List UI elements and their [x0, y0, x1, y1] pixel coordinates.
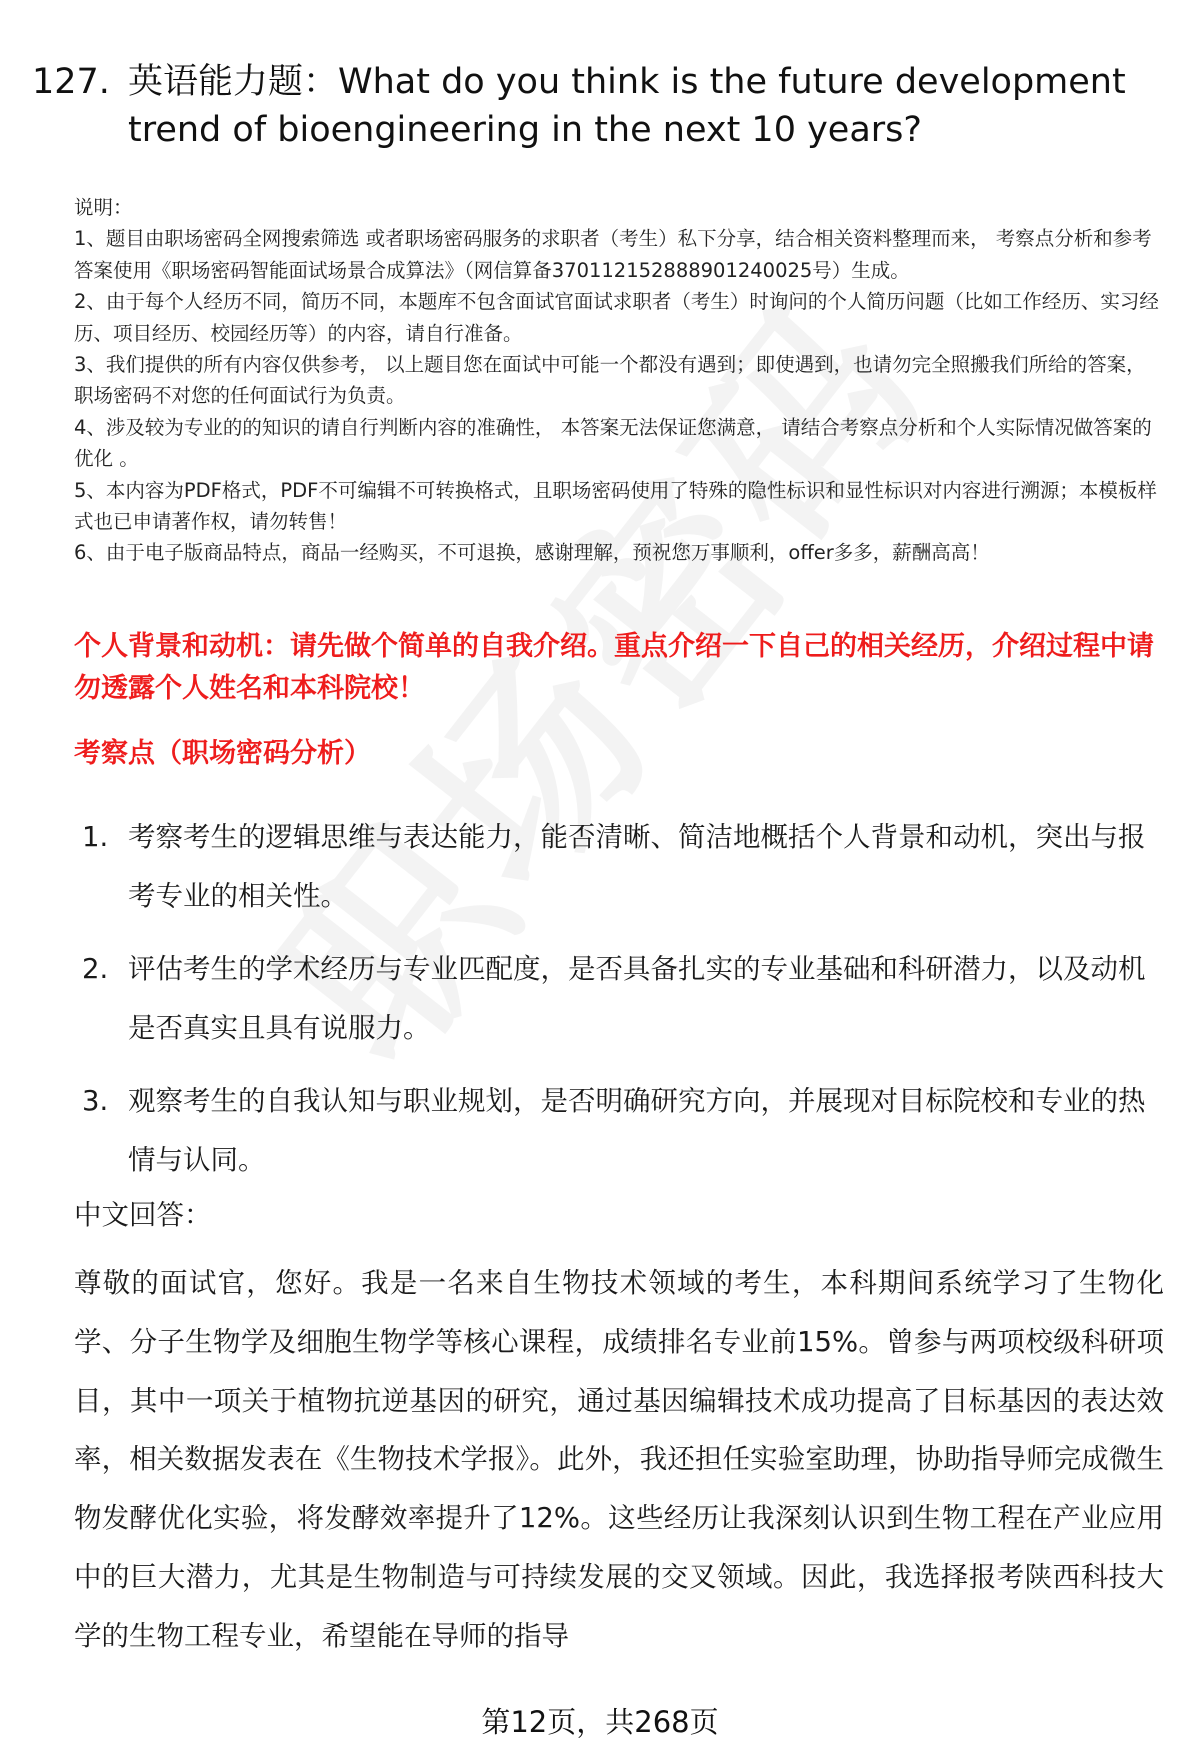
analysis-point	[82, 1072, 1168, 1190]
answer-label: 中文回答：	[74, 1199, 212, 1231]
analysis-points	[82, 808, 1168, 1204]
answer-body: 尊敬的面试官，您好。我是一名来自生物技术领域的考生，本科期间系统学习了生物化学、分子生物学及细胞生物学等核心课程，成绩排名专业前15%。曾参与两项校级科研项目，其中一项关于植物抗逆基因的研究，通过基因编辑技术成功提高了目标基因的表达效率，相关数据发表在《生物技术学报》。此外，我还担任实验室助理，协助指导师完成微生物发酵优化实验，将发酵效率提升了12%。这些经历让我深刻认识到生物工程在产业应用中的巨大潜力，尤其是生物制造与可持续发展的交叉领域。因此，我选择报考陕西科技大学的生物工程专业，希望能在导师的指导	[74, 1267, 1164, 1652]
question-text: 英语能力题：What do you think is the future development trend of bioengineering in the next 10 years?	[128, 62, 1126, 150]
point-number: 1.	[82, 821, 109, 853]
question-number: 127.	[32, 62, 110, 102]
note-item: 4、涉及较为专业的的知识的请自行判断内容的准确性， 本答案无法保证您满意， 请结合考察点分析和个人实际情况做答案的优化 。	[74, 415, 1152, 471]
note-item: 2、由于每个人经历不同，简历不同，本题库不包含面试官面试求职者（考生）时询问的个人简历问题（比如工作经历、实习经历、项目经历、校园经历等）的内容，请自行准备。	[74, 290, 1159, 345]
note-item: 1、题目由职场密码全网搜索筛选 或者职场密码服务的求职者（考生）私下分享，结合相关资料整理而来， 考察点分析和参考答案使用《职场密码智能面试场景合成算法》（网信算备370112152888901240025号）生成。	[74, 227, 1152, 282]
note-item: 5、本内容为PDF格式，PDF不可编辑不可转换格式，且职场密码使用了特殊的隐性标识和显性标识对内容进行溯源；本模板样式也已申请著作权，请勿转售！	[74, 478, 1157, 534]
point-number: 3.	[82, 1085, 109, 1117]
point-text: 考察考生的逻辑思维与表达能力，能否清晰、简洁地概括个人背景和动机，突出与报考专业的相关性。	[128, 821, 1146, 912]
point-number: 2.	[82, 953, 109, 985]
note-item: 6、由于电子版商品特点，商品一经购买，不可退换，感谢理解，预祝您万事顺利，offer多多，薪酬高高！	[74, 541, 990, 565]
analysis-point	[82, 808, 1168, 926]
page-footer: 第12页，共268页	[481, 1705, 719, 1739]
point-text: 评估考生的学术经历与专业匹配度，是否具备扎实的专业基础和科研潜力，以及动机是否真实且具有说服力。	[128, 953, 1146, 1044]
notes-label: 说明：	[74, 196, 133, 219]
notes-block	[74, 192, 1164, 569]
section-heading: 个人背景和动机：请先做个简单的自我介绍。重点介绍一下自己的相关经历，介绍过程中请勿透露个人姓名和本科院校！	[74, 631, 1154, 704]
point-text: 观察考生的自我认知与职业规划，是否明确研究方向，并展现对目标院校和专业的热情与认同。	[128, 1085, 1146, 1176]
question-title	[32, 58, 1162, 154]
analysis-title: 考察点（职场密码分析）	[74, 738, 371, 769]
note-item: 3、我们提供的所有内容仅供参考， 以上题目您在面试中可能一个都没有遇到；即使遇到，也请勿完全照搬我们所给的答案，职场密码不对您的任何面试行为负责。	[74, 353, 1146, 408]
analysis-point	[82, 940, 1168, 1058]
